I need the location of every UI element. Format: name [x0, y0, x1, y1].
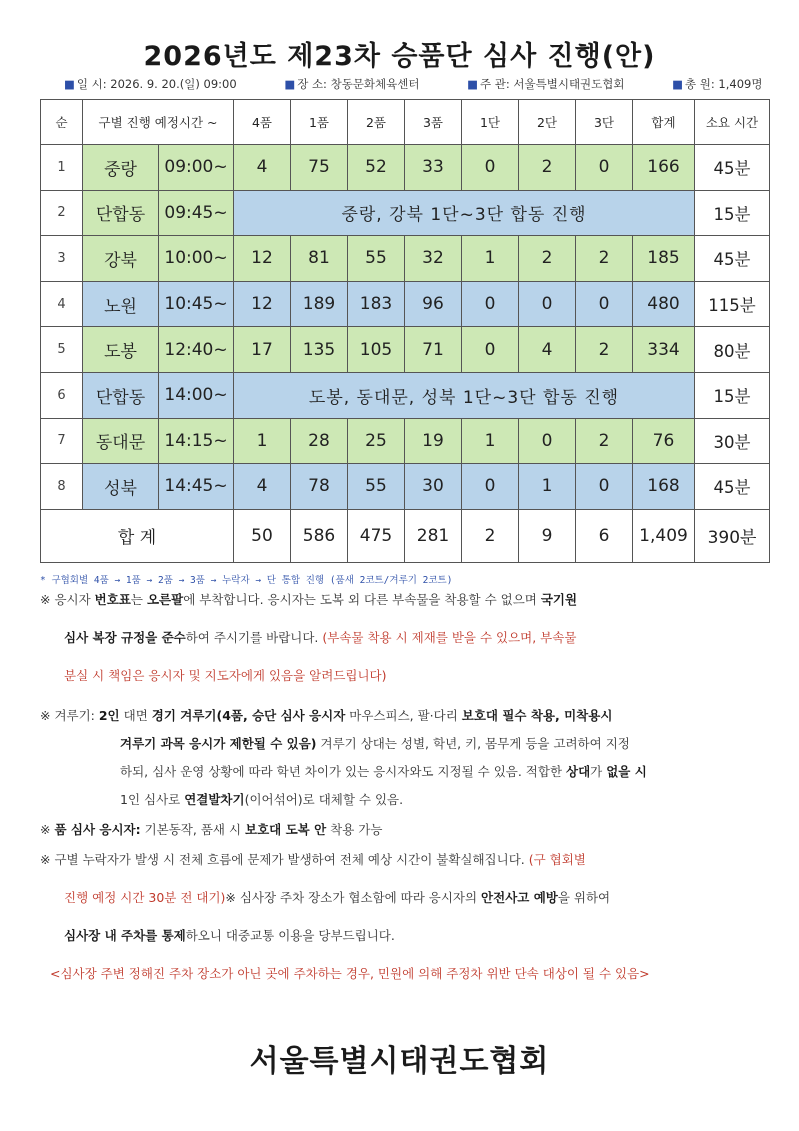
cell-1d: 0 — [462, 145, 519, 191]
header-2p: 2품 — [348, 100, 405, 145]
info-date: ■ 일 시: 2026. 9. 20.(일) 09:00 — [64, 77, 237, 91]
note-1-line-1: ※ 응시자 번호표는 오른팔에 부착합니다. 응시자는 도복 외 다른 부속물을 착용할 수 없으며 국기원 — [40, 592, 578, 607]
cell-3p: 96 — [405, 281, 462, 327]
cell-3d: 2 — [576, 327, 633, 373]
row-time: 10:00~ — [159, 236, 234, 282]
cell-sum: 334 — [633, 327, 695, 373]
cell-duration: 45분 — [695, 145, 770, 191]
cell-1d: 1 — [462, 418, 519, 464]
total-3d: 6 — [576, 509, 633, 562]
row-time: 14:00~ — [159, 372, 234, 418]
cell-1p: 135 — [291, 327, 348, 373]
cell-3p: 30 — [405, 464, 462, 510]
row-no: 2 — [41, 190, 83, 236]
table-row — [41, 418, 770, 464]
table-row — [41, 145, 770, 191]
cell-1p: 28 — [291, 418, 348, 464]
row-time: 14:45~ — [159, 464, 234, 510]
row-district: 단합동 — [83, 190, 159, 236]
table-row — [41, 327, 770, 373]
cell-3p: 32 — [405, 236, 462, 282]
cell-4p: 4 — [234, 145, 291, 191]
note-4-line-2: 진행 예정 시간 30분 전 대기)※ 심사장 주차 장소가 협소함에 따라 응시자의 안전사고 예방을 위하여 — [64, 890, 611, 905]
row-no: 3 — [41, 236, 83, 282]
cell-duration: 45분 — [695, 464, 770, 510]
cell-2p: 183 — [348, 281, 405, 327]
total-1d: 2 — [462, 509, 519, 562]
header-1p: 1품 — [291, 100, 348, 145]
cell-sum: 480 — [633, 281, 695, 327]
cell-1d: 0 — [462, 464, 519, 510]
note-1-line-3: 분실 시 책임은 응시자 및 지도자에게 있음을 알려드립니다) — [64, 668, 387, 683]
footer-org: 서울특별시태권도협회 — [249, 1044, 550, 1079]
table-row — [41, 372, 770, 418]
parking-warning: <심사장 주변 정해진 주차 장소가 아닌 곳에 주차하는 경우, 민원에 의해 주정차 위반 단속 대상이 될 수 있음> — [50, 966, 650, 981]
header-duration: 소요 시간 — [695, 100, 770, 145]
cell-duration: 15분 — [695, 190, 770, 236]
cell-sum: 185 — [633, 236, 695, 282]
cell-2p: 25 — [348, 418, 405, 464]
schedule-table — [40, 99, 770, 563]
page-title: 2026년도 제23차 승품단 심사 진행(안) — [143, 41, 656, 72]
row-time: 14:15~ — [159, 418, 234, 464]
cell-3p: 19 — [405, 418, 462, 464]
header-1d: 1단 — [462, 100, 519, 145]
info-total: ■ 총 원: 1,409명 — [672, 77, 763, 91]
row-time: 10:45~ — [159, 281, 234, 327]
info-line — [64, 76, 784, 92]
note-4-line-3: 심사장 내 주차를 통제하오니 대중교통 이용을 당부드립니다. — [64, 928, 395, 943]
header-3p: 3품 — [405, 100, 462, 145]
total-2d: 9 — [519, 509, 576, 562]
cell-1p: 78 — [291, 464, 348, 510]
total-duration: 390분 — [695, 509, 770, 562]
table-row — [41, 236, 770, 282]
row-no: 7 — [41, 418, 83, 464]
merged-note: 중랑, 강북 1단~3단 합동 진행 — [234, 190, 695, 236]
row-district: 강북 — [83, 236, 159, 282]
total-4p: 50 — [234, 509, 291, 562]
cell-3d: 0 — [576, 281, 633, 327]
cell-2p: 55 — [348, 236, 405, 282]
table-header-row — [41, 100, 770, 145]
note-2-line-2: 겨루기 과목 응시가 제한될 수 있음) 겨루기 상대는 성별, 학년, 키, 몸무게 등을 고려하여 지정 — [120, 736, 630, 751]
cell-3d: 2 — [576, 418, 633, 464]
row-district: 동대문 — [83, 418, 159, 464]
cell-2d: 2 — [519, 145, 576, 191]
table-footnote: * 구협회별 4품 → 1품 → 2품 → 3품 → 누락자 → 단 통합 진행 (품새 2코트/겨루기 2코트) — [40, 575, 453, 586]
cell-3p: 33 — [405, 145, 462, 191]
cell-4p: 12 — [234, 236, 291, 282]
table-total-row — [41, 509, 770, 562]
row-no: 5 — [41, 327, 83, 373]
cell-3p: 71 — [405, 327, 462, 373]
info-host: ■ 주 관: 서울특별시태권도협회 — [467, 77, 625, 91]
cell-duration: 115분 — [695, 281, 770, 327]
cell-sum: 168 — [633, 464, 695, 510]
row-district: 성북 — [83, 464, 159, 510]
cell-4p: 1 — [234, 418, 291, 464]
cell-1p: 81 — [291, 236, 348, 282]
cell-2p: 105 — [348, 327, 405, 373]
cell-3d: 0 — [576, 145, 633, 191]
row-no: 1 — [41, 145, 83, 191]
row-district: 노원 — [83, 281, 159, 327]
header-4p: 4품 — [234, 100, 291, 145]
cell-4p: 17 — [234, 327, 291, 373]
merged-note: 도봉, 동대문, 성북 1단~3단 합동 진행 — [234, 372, 695, 418]
header-sum: 합계 — [633, 100, 695, 145]
header-2d: 2단 — [519, 100, 576, 145]
cell-3d: 2 — [576, 236, 633, 282]
total-sum: 1,409 — [633, 509, 695, 562]
note-1-line-2: 심사 복장 규정을 준수하여 주시기를 바랍니다. (부속물 착용 시 제재를 받을 수 있으며, 부속물 — [64, 630, 577, 645]
cell-1p: 189 — [291, 281, 348, 327]
cell-duration: 45분 — [695, 236, 770, 282]
cell-2d: 2 — [519, 236, 576, 282]
cell-2p: 52 — [348, 145, 405, 191]
cell-1d: 0 — [462, 281, 519, 327]
table-row — [41, 464, 770, 510]
info-place: ■ 장 소: 창동문화체육센터 — [284, 77, 420, 91]
cell-2d: 0 — [519, 418, 576, 464]
cell-1d: 1 — [462, 236, 519, 282]
cell-2d: 4 — [519, 327, 576, 373]
row-no: 4 — [41, 281, 83, 327]
header-district-time: 구별 진행 예정시간 ~ — [83, 100, 234, 145]
cell-2d: 1 — [519, 464, 576, 510]
cell-4p: 12 — [234, 281, 291, 327]
cell-4p: 4 — [234, 464, 291, 510]
row-no: 8 — [41, 464, 83, 510]
header-3d: 3단 — [576, 100, 633, 145]
cell-sum: 76 — [633, 418, 695, 464]
row-district: 중랑 — [83, 145, 159, 191]
total-3p: 281 — [405, 509, 462, 562]
cell-duration: 15분 — [695, 372, 770, 418]
total-1p: 586 — [291, 509, 348, 562]
cell-2d: 0 — [519, 281, 576, 327]
row-time: 09:00~ — [159, 145, 234, 191]
row-no: 6 — [41, 372, 83, 418]
cell-3d: 0 — [576, 464, 633, 510]
cell-1p: 75 — [291, 145, 348, 191]
table-row — [41, 190, 770, 236]
cell-2p: 55 — [348, 464, 405, 510]
note-4-line-1: ※ 구별 누락자가 발생 시 전체 흐름에 문제가 발생하여 전체 예상 시간이 불확실해집니다. (구 협회별 — [40, 852, 586, 867]
cell-duration: 30분 — [695, 418, 770, 464]
note-3: ※ 품 심사 응시자: 기본동작, 품새 시 보호대 도복 안 착용 가능 — [40, 822, 383, 837]
cell-1d: 0 — [462, 327, 519, 373]
row-time: 09:45~ — [159, 190, 234, 236]
row-district: 도봉 — [83, 327, 159, 373]
table-row — [41, 281, 770, 327]
total-label: 합 계 — [41, 509, 234, 562]
row-district: 단합동 — [83, 372, 159, 418]
row-time: 12:40~ — [159, 327, 234, 373]
total-2p: 475 — [348, 509, 405, 562]
note-2-line-3: 하되, 심사 운영 상황에 따라 학년 차이가 있는 응시자와도 지정될 수 있음. 적합한 상대가 없을 시 — [120, 764, 647, 779]
note-2-line-4: 1인 심사로 연결발차기(이어섞어)로 대체할 수 있음. — [120, 792, 404, 807]
header-no: 순 — [41, 100, 83, 145]
note-2-line-1: ※ 겨루기: 2인 대면 경기 겨루기(4품, 승단 심사 응시자 마우스피스, 팔·다리 보호대 필수 착용, 미착용시 — [40, 708, 613, 723]
cell-sum: 166 — [633, 145, 695, 191]
cell-duration: 80분 — [695, 327, 770, 373]
